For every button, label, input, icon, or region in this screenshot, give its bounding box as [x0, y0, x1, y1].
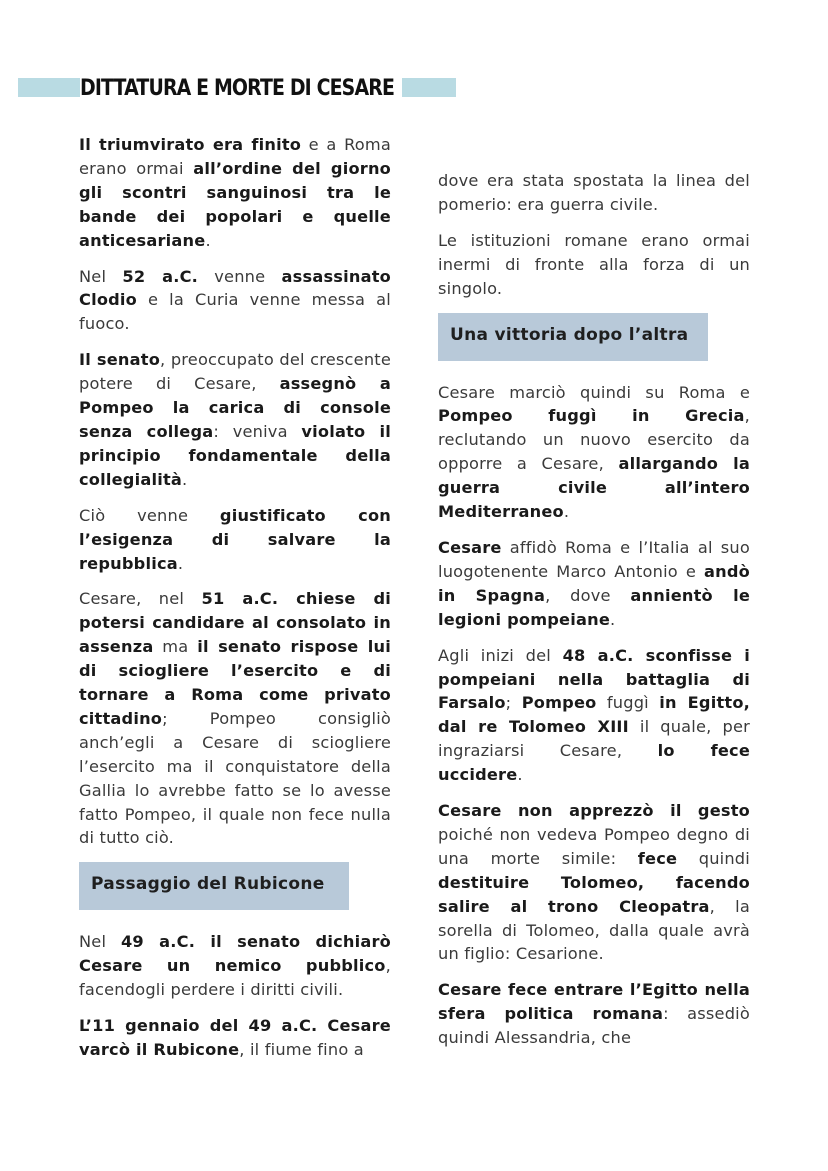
- paragraph: Nel 52 a.C. venne assassinato Clodio e la Curia venne messa al fuoco.: [79, 266, 391, 334]
- paragraph: Cesare, nel 51 a.C. chiese di potersi candidare al consolato in assenza ma il senato rispose lui di sciogliere l’esercito e di tornare a Roma come privato cittadino; Pompeo consigliò anch’egli a Cesare di sciogliere l’esercito ma il conquistatore della Gallia lo avrebbe fatto se lo avesse fatto Pompeo, il quale non fece nulla di tutto ciò.: [79, 589, 391, 848]
- title-decor-left: [18, 78, 80, 97]
- page-title: DITTATURA E MORTE DI CESARE: [80, 76, 395, 101]
- paragraph: Ciò venne giustificato con l’esigenza di salvare la repubblica.: [79, 505, 391, 573]
- paragraph: Cesare fece entrare l’Egitto nella sfera politica romana: assediò quindi Alessandria, che: [438, 980, 750, 1048]
- paragraph: dove era stata spostata la linea del pomerio: era guerra civile.: [438, 171, 750, 214]
- paragraph: Agli inizi del 48 a.C. sconfisse i pompeiani nella battaglia di Farsalo; Pompeo fuggì in Egitto, dal re Tolomeo XIII il quale, per ingraziarsi Cesare, lo fece uccidere.: [438, 645, 751, 785]
- paragraph: Nel 49 a.C. il senato dichiarò Cesare un nemico pubblico, facendogli perdere i diritti civili.: [79, 932, 391, 1000]
- section-heading-rubicone: Passaggio del Rubicone: [79, 862, 349, 910]
- right-column: [438, 169, 750, 1062]
- paragraph: Il triumvirato era finito e a Roma erano ormai all’ordine del giorno gli scontri sanguinosi tra le bande dei popolari e quelle anticesariane.: [79, 135, 391, 250]
- paragraph: Cesare affidò Roma e l’Italia al suo luogotenente Marco Antonio e andò in Spagna, dove annientò le legioni pompeiane.: [438, 537, 751, 629]
- section-heading-vittoria: Una vittoria dopo l’altra: [438, 313, 708, 361]
- paragraph: Le istituzioni romane erano ormai inermi di fronte alla forza di un singolo.: [438, 230, 750, 298]
- paragraph: Il senato, preoccupato del crescente potere di Cesare, assegnò a Pompeo la carica di console senza collega: veniva violato il principio fondamentale della collegialità.: [79, 350, 392, 489]
- paragraph: Cesare marciò quindi su Roma e Pompeo fuggì in Grecia, reclutando un nuovo esercito da opporre a Cesare, allargando la guerra civile all’intero Mediterraneo.: [438, 382, 750, 522]
- paragraph: L’11 gennaio del 49 a.C. Cesare varcò il Rubicone, il fiume fino a: [79, 1016, 391, 1059]
- title-decor-right: [402, 78, 456, 97]
- left-column: [79, 133, 391, 1074]
- paragraph: Cesare non apprezzò il gesto poiché non vedeva Pompeo degno di una morte simile: fece quindi destituire Tolomeo, facendo salire al trono Cleopatra, la sorella di Tolomeo, dalla quale avrà un figlio: Cesarione.: [438, 801, 750, 964]
